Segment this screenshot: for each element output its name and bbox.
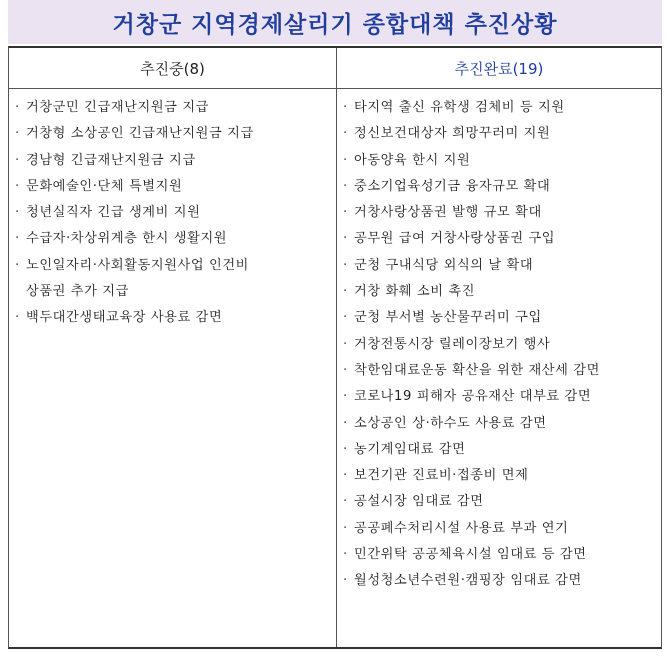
bullet-dot: ·: [343, 257, 348, 273]
bullet-dot: ·: [15, 100, 20, 115]
bullet-dot: ·: [15, 257, 20, 273]
bullet-dot: ·: [343, 415, 348, 431]
in-progress-item: [15, 305, 331, 331]
in-progress-list: [15, 95, 331, 332]
completed-item-label: 소상공인 상·하수도 사용료 감면: [354, 415, 547, 431]
completed-item-label: 정신보건대상자 희망꾸러미 지원: [354, 126, 551, 142]
bullet-dot: ·: [15, 310, 20, 326]
bullet-dot: ·: [343, 126, 348, 142]
completed-item: [343, 121, 659, 147]
bullet-dot: ·: [15, 205, 20, 221]
bullet-dot: ·: [15, 126, 20, 142]
completed-item: [343, 279, 659, 305]
in-progress-header: 추진중(8): [140, 59, 205, 78]
completed-item: [343, 226, 659, 252]
bullet-dot: ·: [343, 284, 348, 300]
completed-item-label: 군청 부서별 농산물꾸러미 구입: [354, 310, 542, 326]
bullet-dot: ·: [343, 336, 348, 352]
bullet-dot: ·: [343, 494, 348, 510]
completed-item: [343, 411, 659, 437]
completed-item-label: 월성청소년수련원·캠핑장 임대료 감면: [354, 573, 582, 589]
bullet-dot: ·: [343, 389, 348, 405]
bullet-dot: ·: [343, 547, 348, 563]
completed-item-label: 아동양육 한시 지원: [354, 152, 471, 168]
in-progress-item-label: 노인일자리·사회활동지원사업 인건비: [26, 257, 250, 273]
bullet-dot: ·: [343, 520, 348, 536]
in-progress-item-label: 청년실직자 긴급 생계비 지원: [26, 205, 201, 221]
completed-item: [343, 463, 659, 489]
in-progress-item: [15, 95, 331, 121]
in-progress-item-label: 상품권 추가 지급: [26, 284, 129, 300]
in-progress-item-label: 백두대간생태교육장 사용료 감면: [26, 310, 223, 326]
in-progress-item: [15, 253, 331, 279]
in-progress-item: [15, 121, 331, 147]
completed-item-label: 착한임대료운동 확산을 위한 재산세 감면: [354, 362, 600, 378]
completed-item-label: 공무원 급여 거창사랑상품권 구입: [354, 231, 556, 247]
bullet-dot: ·: [343, 231, 348, 247]
completed-item: [343, 95, 659, 121]
completed-item: [343, 568, 659, 594]
bullet-dot: ·: [343, 573, 348, 589]
in-progress-item: [15, 279, 331, 305]
in-progress-item: [15, 200, 331, 226]
completed-item: [343, 358, 659, 384]
bullet-dot: ·: [343, 100, 348, 115]
bullet-dot: ·: [343, 178, 348, 194]
title-bar: [8, 0, 662, 44]
status-table: [8, 46, 662, 649]
in-progress-item: [15, 148, 331, 174]
bullet-dot: ·: [343, 152, 348, 168]
in-progress-item-label: 경남형 긴급재난지원금 지급: [26, 152, 196, 168]
bullet-dot: ·: [15, 178, 20, 194]
in-progress-item-label: 문화예술인·단체 특별지원: [26, 178, 183, 194]
bullet-dot: ·: [15, 152, 20, 168]
completed-item: [343, 174, 659, 200]
in-progress-item-label: 수급자·차상위계층 한시 생활지원: [26, 231, 228, 247]
completed-item: [343, 489, 659, 515]
completed-item: [343, 332, 659, 358]
in-progress-item: [15, 174, 331, 200]
completed-item-label: 군청 구내식당 외식의 날 확대: [354, 257, 534, 273]
bullet-dot: ·: [343, 468, 348, 484]
table-header-row: [9, 48, 661, 89]
bullet-dot: ·: [343, 441, 348, 457]
page-title: 거창군 지역경제살리기 종합대책 추진상황: [112, 11, 558, 38]
completed-item: [343, 305, 659, 331]
completed-item-label: 공설시장 임대료 감면: [354, 494, 484, 510]
completed-item: [343, 200, 659, 226]
bullet-dot: ·: [343, 362, 348, 378]
completed-list: [343, 95, 659, 595]
bullet-dot: ·: [343, 205, 348, 221]
completed-item-label: 중소기업육성기금 융자규모 확대: [354, 178, 551, 194]
bullet-dot: ·: [343, 310, 348, 326]
completed-item-label: 공공폐수처리시설 사용료 부과 연기: [354, 520, 569, 536]
completed-item: [343, 384, 659, 410]
completed-item: [343, 148, 659, 174]
completed-item: [343, 253, 659, 279]
completed-item-label: 코로나19 피해자 공유재산 대부료 감면: [354, 389, 592, 405]
in-progress-item-label: 거창형 소상공인 긴급재난지원금 지급: [26, 126, 254, 142]
in-progress-item-label: 거창군민 긴급재난지원금 지급: [26, 100, 209, 115]
in-progress-item: [15, 226, 331, 252]
completed-item-label: 민간위탁 공공체육시설 임대료 등 감면: [354, 547, 587, 563]
completed-item: [343, 437, 659, 463]
completed-item-label: 거창전통시장 릴레이장보기 행사: [354, 336, 551, 352]
completed-item: [343, 542, 659, 568]
completed-item-label: 농기계임대료 감면: [354, 441, 466, 457]
completed-item-label: 보건기관 진료비·접종비 면제: [354, 468, 529, 484]
completed-item-label: 거창 화훼 소비 촉진: [354, 284, 476, 300]
completed-item-label: 타지역 출신 유학생 검체비 등 지원: [354, 100, 565, 115]
completed-header: 추진완료(19): [454, 59, 544, 78]
column-divider: [336, 48, 337, 647]
completed-item: [343, 516, 659, 542]
completed-item-label: 거창사랑상품권 발행 규모 확대: [354, 205, 542, 221]
bullet-dot: ·: [15, 231, 20, 247]
